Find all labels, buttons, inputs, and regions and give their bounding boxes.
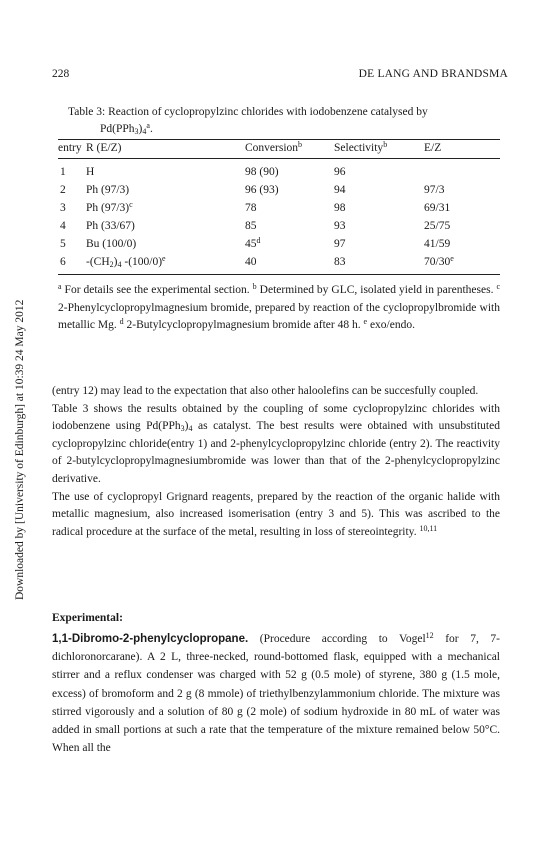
cell-entry: 1 xyxy=(60,166,66,178)
cell-conversion: 40 xyxy=(245,256,257,268)
cell-entry: 2 xyxy=(60,184,66,196)
cell-entry: 5 xyxy=(60,238,66,250)
table-row xyxy=(58,238,500,256)
cell-selectivity: 97 xyxy=(334,238,346,250)
cell-conversion: 85 xyxy=(245,220,257,232)
cell-conversion: 78 xyxy=(245,202,257,214)
cell-conversion: 45$^d$ xyxy=(245,236,261,250)
cell-ez: 41/59 xyxy=(424,238,451,250)
paragraph: The use of cyclopropyl Grignard reagents, prepared by the reaction of the organic halide with metallic magnesium, also increased isomerisation (entry 3 and 5). This was ascribed to the radical procedure at the surface of the metal, resulting in loss of stereointegrity. $^{10,11}$ xyxy=(52,490,500,538)
cell-r: Ph $(97/3)^c$ xyxy=(86,200,133,214)
paragraph: Table 3 shows the results obtained by the coupling of some cyclopropylzinc chlorides with iodobenzene using $Pd(PPh_3)_4$ as catalyst. The best results were obtained with unsubstituted cyclopropylzinc chloride(entry 1) and 2-phenylcyclopropylzinc chloride (entry 2). The reactivity of 2-butylcyclopropylmagnesiumbromide was lower than that of the 2-phenylcyclopropylzinc derivative. xyxy=(52,402,500,485)
page-number: 228 xyxy=(52,68,70,80)
cell-selectivity: 93 xyxy=(334,220,346,232)
cell-r: $-(CH_2)_4$ $-(100/0)^e$ xyxy=(86,254,166,269)
cell-entry: 6 xyxy=(60,256,66,268)
paragraph: (entry 12) may lead to the expectation that also other haloolefins can be succesfully coupled. xyxy=(52,385,479,397)
cell-conversion: 96 (93) xyxy=(245,184,279,196)
cell-entry: 3 xyxy=(60,202,66,214)
header-ez: E/Z xyxy=(424,142,442,154)
running-head: DE LANG AND BRANDSMA xyxy=(358,68,508,80)
cell-ez: 25/75 xyxy=(424,220,451,232)
compound-name: 1,1-Dibromo-2-phenylcyclopropane. xyxy=(52,633,249,645)
cell-selectivity: 83 xyxy=(334,256,346,268)
cell-r: Ph (33/67) xyxy=(86,220,135,232)
header-entry: entry xyxy=(58,142,82,154)
cell-conversion: 98 (90) xyxy=(245,166,279,178)
download-note: Downloaded by [University of Edinburgh] at 10:39 24 May 2012 xyxy=(14,299,26,600)
experimental-paragraph: 1,1-Dibromo-2-phenylcyclopropane. (Procedure according to Vogel$^{12}$ for 7, 7-dichloronorcarane). A 2 L, three-necked, round-bottomed flask, equipped with a mechanical stirrer and a reflux condenser was charged with 52 g (0.5 mole) of styrene, 380 g (1.5 mole, excess) of bromoform and 2 g (8 mmole) of triethylbenzylammonium chloride. The mixture was stirred vigorously and a solution of 80 g (2 mole) of sodium hydroxide in 80 mL of water was added in small portions at such a rate that the temperature of the mixture remained below 50°C. When all the xyxy=(52,631,500,755)
cell-ez: 70/30e xyxy=(424,254,454,268)
table-row xyxy=(58,166,500,184)
table-header-rule xyxy=(58,158,500,159)
cell-selectivity: 94 xyxy=(334,184,346,196)
table-footnotes: $^a$ For details see the experimental section. $^b$ Determined by GLC, isolated yield in parentheses. $^c$ 2-Phenylcyclopropylmagnesium bromide, prepared by reaction of the cyclopropylbromide with metallic Mg. $^d$ 2-Butylcyclopropylmagnesium bromide after 48 h. $^e$ exo/endo. xyxy=(58,282,500,331)
cell-r: Ph (97/3) xyxy=(86,184,130,196)
table-bottom-rule xyxy=(58,274,500,275)
header-selectivity: Selectivity$^b$ xyxy=(334,140,388,154)
header-r: R (E/Z) xyxy=(86,142,122,154)
cell-r: Bu (100/0) xyxy=(86,238,137,250)
body-text xyxy=(52,383,500,541)
header-conversion: Conversion$^b$ xyxy=(245,140,303,154)
cell-selectivity: 98 xyxy=(334,202,346,214)
table-row xyxy=(58,256,500,274)
cell-ez: 69/31 xyxy=(424,202,451,214)
table-top-rule xyxy=(58,139,500,140)
table-row xyxy=(58,202,500,220)
table-row xyxy=(58,184,500,202)
table-row xyxy=(58,220,500,238)
cell-entry: 4 xyxy=(60,220,66,232)
caption-line-1: Table 3: Reaction of cyclopropylzinc chlorides with iodobenzene catalysed by xyxy=(68,106,428,118)
cell-ez: 97/3 xyxy=(424,184,445,196)
section-heading: Experimental: xyxy=(52,612,123,624)
caption-line-2: $Pd(PPh_3)_4^a$. xyxy=(100,121,153,136)
cell-r: H xyxy=(86,166,95,178)
cell-selectivity: 96 xyxy=(334,166,346,178)
table-caption xyxy=(68,104,500,138)
